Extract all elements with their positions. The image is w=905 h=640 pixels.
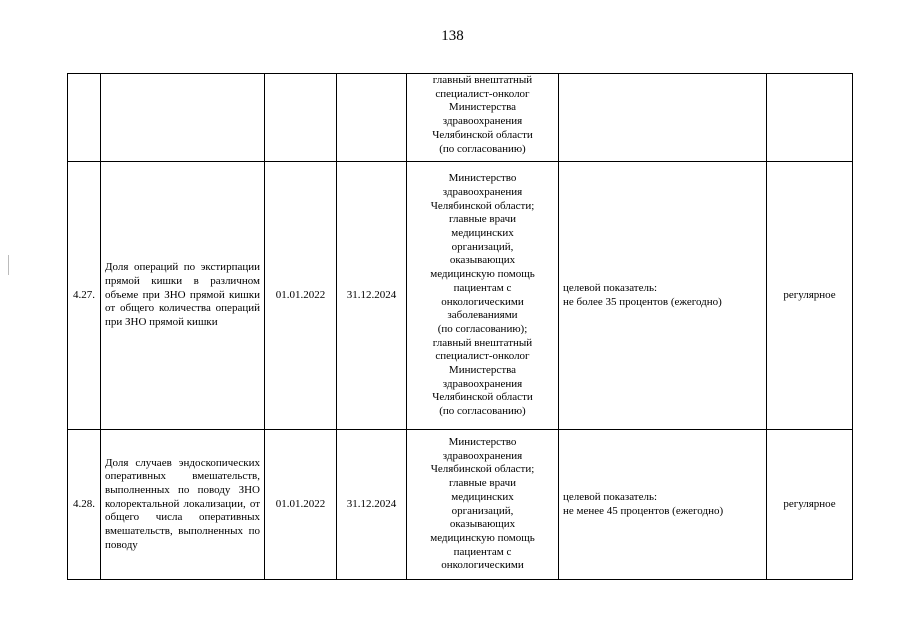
row-number: 4.28.: [68, 430, 101, 580]
row-target: целевой показатель: не менее 45 процентов (ежегодно): [559, 430, 767, 580]
row-end-date: [337, 74, 407, 162]
row-periodicity: регулярное: [767, 430, 853, 580]
row-periodicity: регулярное: [767, 162, 853, 430]
table-row: [68, 162, 853, 430]
table-row: [68, 74, 853, 162]
row-target: целевой показатель: не более 35 процентов (ежегодно): [559, 162, 767, 430]
row-description: Доля случаев эндоскопических оперативных вмешательств, выполненных по поводу ЗНО колоректальной локализации, от общего числа оперативных вмешательств, выполненных по поводу: [101, 430, 265, 580]
measures-table: [67, 73, 853, 580]
row-responsible: главный внештатный специалист-онколог Министерства здравоохранения Челябинской области (по согласованию): [407, 74, 559, 162]
row-responsible: Министерство здравоохранения Челябинской области; главные врачи медицинских организаций, оказывающих медицинскую помощь пациентам с онкологическими: [407, 430, 559, 580]
row-number: [68, 74, 101, 162]
row-description: [101, 74, 265, 162]
row-start-date: [265, 74, 337, 162]
row-periodicity: [767, 74, 853, 162]
row-end-date: 31.12.2024: [337, 162, 407, 430]
row-description: Доля операций по экстирпации прямой кишки в различном объеме при ЗНО прямой кишки от общего количества операций при ЗНО прямой кишки: [101, 162, 265, 430]
table-row: [68, 430, 853, 580]
row-start-date: 01.01.2022: [265, 430, 337, 580]
page-number: 138: [441, 28, 464, 44]
row-target: [559, 74, 767, 162]
margin-mark: [8, 255, 9, 275]
row-number: 4.27.: [68, 162, 101, 430]
row-end-date: 31.12.2024: [337, 430, 407, 580]
row-start-date: 01.01.2022: [265, 162, 337, 430]
row-responsible: Министерство здравоохранения Челябинской области; главные врачи медицинских организаций, оказывающих медицинскую помощь пациентам с онкологическими заболеваниями (по согласованию); главный внештатный специалист-онколог Министерства здравоохранения Челябинской области (по согласованию): [407, 162, 559, 430]
